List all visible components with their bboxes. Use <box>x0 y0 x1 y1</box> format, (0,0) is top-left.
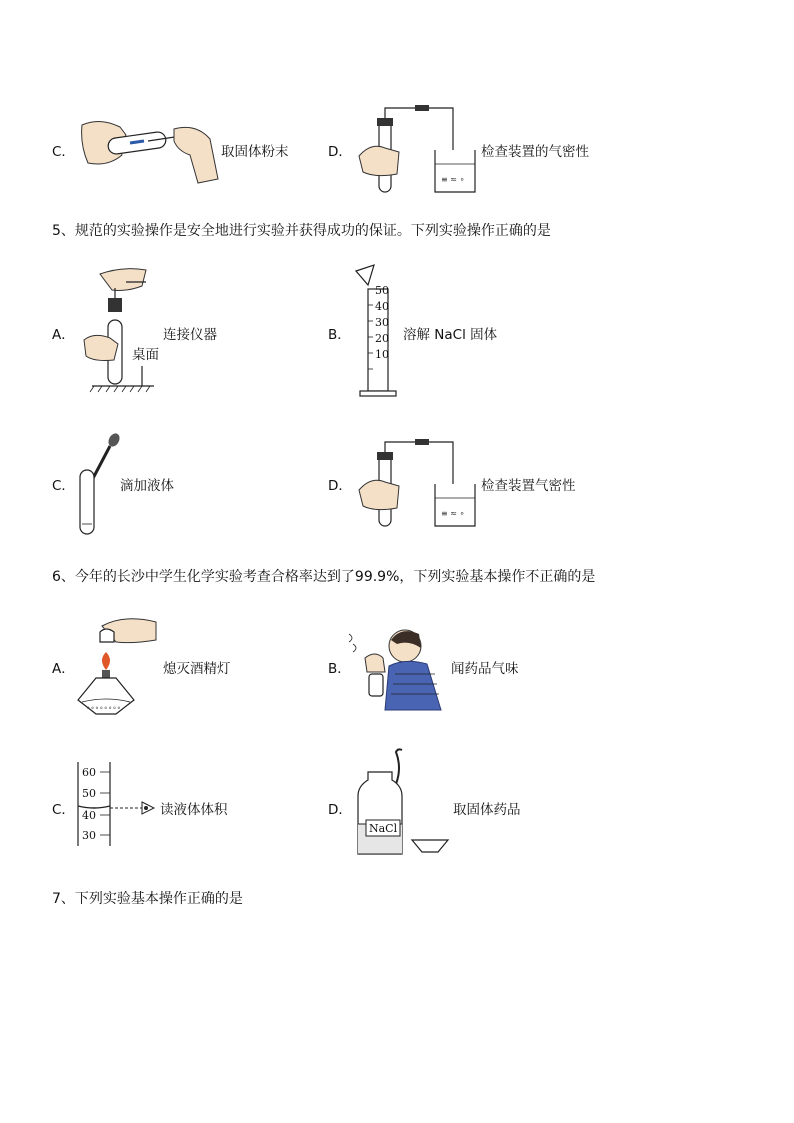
cylinder-tick-50: 50 <box>375 284 389 297</box>
q6-option-b-label: 闻药品气味 <box>451 661 519 677</box>
bottle-label-text: NaCl <box>369 822 398 835</box>
q5-option-a-label: 连接仪器 <box>163 327 217 343</box>
option-c-label: 取固体粉末 <box>221 144 289 160</box>
q6-option-c-label: 读液体体积 <box>160 802 228 818</box>
svg-text:≡ ≈ ∘: ≡ ≈ ∘ <box>441 175 465 184</box>
dropper-illustration <box>76 432 124 538</box>
take-solid-chemical-illustration <box>356 748 450 858</box>
q6-option-a-label: 熄灭酒精灯 <box>163 661 231 677</box>
read-volume-illustration <box>76 762 162 848</box>
scale-tick-60: 60 <box>82 766 96 779</box>
alcohol-lamp-illustration <box>76 612 161 718</box>
option-d-label: 检查装置的气密性 <box>481 144 589 160</box>
option-c-letter: C． <box>52 144 75 160</box>
svg-text:≡ ≈ ∘: ≡ ≈ ∘ <box>441 509 465 518</box>
connect-apparatus-illustration <box>82 266 162 394</box>
smelling-chemical-illustration <box>345 618 445 714</box>
question-7-text: 7、下列实验基本操作正确的是 <box>52 891 243 907</box>
q6-option-d-letter: D． <box>328 802 352 818</box>
q5-option-b-label: 溶解 NaCl 固体 <box>403 327 498 343</box>
take-powder-illustration <box>78 115 223 187</box>
q6-option-a-letter: A． <box>52 661 75 677</box>
option-d-letter: D． <box>328 144 352 160</box>
svg-text:∘∘∘∘∘∘∘∘: ∘∘∘∘∘∘∘∘ <box>86 704 122 712</box>
q5-option-c-letter: C． <box>52 478 75 494</box>
q6-option-d-label: 取固体药品 <box>453 802 521 818</box>
airtightness-check-illustration-2 <box>355 438 480 530</box>
q5-option-a-sublabel: 桌面 <box>132 347 159 363</box>
q5-option-b-letter: B． <box>328 327 351 343</box>
cylinder-tick-10: 10 <box>375 348 389 361</box>
q5-option-d-label: 检查装置气密性 <box>481 478 576 494</box>
question-5-text: 5、规范的实验操作是安全地进行实验并获得成功的保证。下列实验操作正确的是 <box>52 223 551 239</box>
airtightness-check-illustration <box>355 104 480 196</box>
cylinder-tick-30: 30 <box>375 316 389 329</box>
scale-tick-50: 50 <box>82 787 96 800</box>
question-6-text: 6、今年的长沙中学生化学实验考查合格率达到了99.9%，下列实验基本操作不正确的是 <box>52 569 596 585</box>
cylinder-tick-40: 40 <box>375 300 389 313</box>
q5-option-c-label: 滴加液体 <box>120 478 174 494</box>
q6-option-b-letter: B． <box>328 661 351 677</box>
q5-option-d-letter: D． <box>328 478 352 494</box>
scale-tick-30: 30 <box>82 829 96 842</box>
q5-option-a-letter: A． <box>52 327 75 343</box>
scale-tick-40: 40 <box>82 809 96 822</box>
cylinder-tick-20: 20 <box>375 332 389 345</box>
graduated-cylinder-illustration <box>356 265 404 399</box>
q6-option-c-letter: C． <box>52 802 75 818</box>
